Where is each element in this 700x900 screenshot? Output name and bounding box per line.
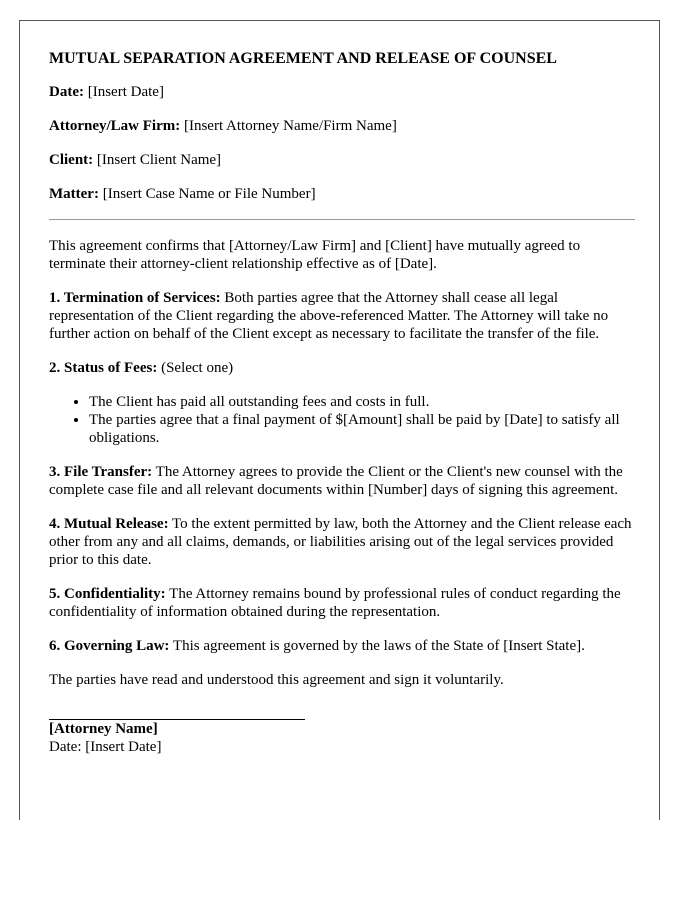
section-termination <box>49 289 635 343</box>
section-divider <box>49 219 635 220</box>
field-attorney <box>49 117 635 135</box>
field-label: Attorney/Law Firm: <box>49 118 181 134</box>
section-text: The Attorney remains bound by professional rules of conduct regarding the confidentiality of information obtained during the representation. <box>49 586 621 620</box>
section-heading: 3. File Transfer: <box>49 464 153 480</box>
document-title: MUTUAL SEPARATION AGREEMENT AND RELEASE OF COUNSEL <box>49 50 557 67</box>
section-heading: 4. Mutual Release: <box>49 516 169 532</box>
section-text: The Attorney agrees to provide the Client or the Client's new counsel with the complete case file and all relevant documents within [Number] days of signing this agreement. <box>49 464 623 498</box>
section-text: This agreement is governed by the laws of the State of [Insert State]. <box>172 638 585 654</box>
intro-paragraph: This agreement confirms that [Attorney/Law Firm] and [Client] have mutually agreed to terminate their attorney-client relationship effective as of [Date]. <box>49 238 581 272</box>
list-item: • The parties agree that a final payment of $[Amount] shall be paid by [Date] to satisfy all obligations. <box>89 411 635 447</box>
section-heading: 2. Status of Fees: <box>49 360 158 376</box>
section-file-transfer <box>49 463 635 499</box>
section-heading: 5. Confidentiality: <box>49 586 166 602</box>
section-mutual-release <box>49 515 635 569</box>
field-label: Matter: <box>49 186 99 202</box>
document-content <box>49 49 635 756</box>
section-governing-law <box>49 637 635 655</box>
section-fees <box>49 359 635 377</box>
section-text: To the extent permitted by law, both the Attorney and the Client release each other from any and all claims, demands, or liabilities arising out of the legal services provided prior to this date. <box>49 516 632 568</box>
signature-name: [Attorney Name] <box>49 721 158 737</box>
document-page <box>19 20 660 820</box>
field-label: Client: <box>49 152 94 168</box>
fee-options-list <box>49 393 635 447</box>
closing-statement: The parties have read and understood this agreement and sign it voluntarily. <box>49 672 504 688</box>
field-value: [Insert Client Name] <box>96 152 222 168</box>
field-value: [Insert Case Name or File Number] <box>102 186 316 202</box>
signature-date: Date: [Insert Date] <box>49 739 162 755</box>
section-heading: 1. Termination of Services: <box>49 290 221 306</box>
section-heading: 6. Governing Law: <box>49 638 170 654</box>
field-date <box>49 83 635 101</box>
field-matter <box>49 185 635 203</box>
field-value: [Insert Date] <box>87 84 164 100</box>
section-confidentiality <box>49 585 635 621</box>
field-client <box>49 151 635 169</box>
list-item: • The Client has paid all outstanding fees and costs in full. <box>89 393 635 411</box>
section-text: Both parties agree that the Attorney shall cease all legal representation of the Client regarding the above-referenced Matter. The Attorney will take no further action on behalf of the Client except as necessary to facilitate the transfer of the file. <box>49 290 609 342</box>
section-text: (Select one) <box>161 360 234 376</box>
field-label: Date: <box>49 84 84 100</box>
field-value: [Insert Attorney Name/Firm Name] <box>183 118 397 134</box>
